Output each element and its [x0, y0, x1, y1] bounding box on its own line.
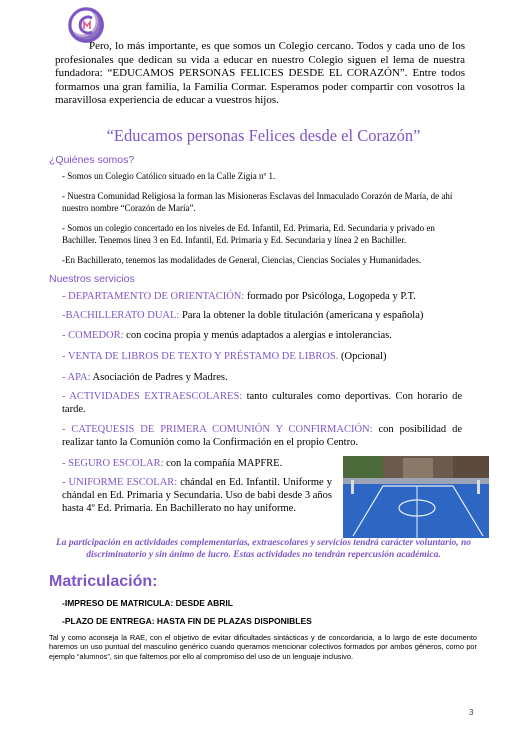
service-key: - VENTA DE LIBROS DE TEXTO Y PRÉSTAMO DE LIBROS. — [62, 351, 339, 362]
page-number: 3 — [469, 708, 474, 717]
about-heading: ¿Quiénes somos? — [49, 154, 135, 166]
enrollment-line-1: -IMPRESO DE MATRICULA: DESDE ABRIL — [62, 598, 233, 608]
about-item-1: - Somos un Colegio Católico situado en la Calle Zigia nº 1. — [62, 171, 276, 181]
participation-note: La participación en actividades complementarias, extraescolares y servicios tendrá carácter voluntario, no discriminatorio y sin ánimo de lucro. Estas actividades no tendrán repercusión académica. — [55, 538, 472, 560]
service-key: - CATEQUESIS DE PRIMERA COMUNIÓN Y CONFIRMACIÓN: — [62, 424, 373, 435]
service-text: con cocina propia y menús adaptados a alergias e intolerancias. — [123, 330, 392, 341]
motto-heading: “Educamos personas Felices desde el Corazón” — [106, 126, 421, 145]
service-books — [62, 350, 462, 363]
service-text: tanto culturales como deportivas. Con horario de tarde. — [62, 391, 462, 415]
service-uniform — [62, 476, 332, 515]
intro-text: Pero, lo más importante, es que somos un Colegio cercano. Todos y cada uno de los profesionales que dedican su vida a educar en nuestro Colegio siguen el lema de nuestra fundadora: “EDUCAMOS PERSONAS FELICES DESDE EL CORAZÓN”. Entre todos formamos una gran familia, la Familia Cormar. Esperamos poder compartir con vosotros la maravillosa experiencia de educar a vuestros hijos. — [55, 40, 465, 107]
service-text: Para la obtener la doble titulación (americana y española) — [179, 310, 424, 321]
service-key: -BACHILLERATO DUAL: — [62, 310, 180, 321]
service-orientation — [62, 290, 462, 303]
service-extracurricular — [62, 390, 462, 416]
about-item-3: - Somos un colegio concertado en los niveles de Ed. Infantil, Ed. Primaria, Ed. Secundaria y privado en Bachiller. Tenemos línea 3 en Ed. Infantil, Ed. Primaria y Ed. Secundaria y línea 2 en Bachiller. — [62, 223, 435, 245]
school-logo-mark — [68, 7, 104, 43]
service-apa — [62, 371, 462, 384]
about-item-2: - Nuestra Comunidad Religiosa la forman las Misioneras Esclavas del Inmaculado Corazón de María, de ahí nuestro nombre “Corazón de María”. — [62, 191, 453, 213]
service-dual — [62, 309, 462, 322]
service-key: - APA: — [62, 372, 91, 383]
service-key: - ACTIVIDADES EXTRAESCOLARES: — [62, 391, 243, 402]
service-text: con la compañía MAPFRE. — [163, 458, 283, 469]
services-heading: Nuestros servicios — [49, 273, 135, 285]
sports-court-photo — [343, 456, 489, 538]
disclaimer-text: Tal y como aconseja la RAE, con el objetivo de evitar dificultades sintácticas y de concordancia, a lo largo de este documento haremos un uso puntual del masculino genérico cuando queramos mencionar colectivos formados por ambos géneros, como por ejemplo “alumnos”, sin que faltemos por ello al compromiso del uso de un lenguaje inclusivo. — [49, 633, 477, 661]
service-key: - DEPARTAMENTO DE ORIENTACIÓN: — [62, 291, 245, 302]
enrollment-line-2: -PLAZO DE ENTREGA: HASTA FIN DE PLAZAS DISPONIBLES — [62, 616, 312, 626]
service-text: con posibilidad de realizar tanto la Comunión como la Confirmación en el propio Centro. — [62, 424, 462, 448]
service-key: - COMEDOR: — [62, 330, 124, 341]
service-text: (Opcional) — [338, 351, 387, 362]
about-item-4: -En Bachillerato, tenemos las modalidades de General, Ciencias, Ciencias Sociales y Humanidades. — [62, 255, 422, 265]
service-text: Asociación de Padres y Madres. — [90, 372, 228, 383]
service-catechesis — [62, 423, 462, 449]
enrollment-heading: Matriculación: — [49, 573, 158, 590]
service-key: - SEGURO ESCOLAR: — [62, 458, 164, 469]
school-logo-icon — [68, 7, 104, 43]
service-text: formado por Psicóloga, Logopeda y P.T. — [244, 291, 416, 302]
intro-paragraph — [55, 40, 465, 108]
service-text: chándal en Ed. Infantil. Uniforme y chándal en Ed. Primaria y Secundaria. Uso de babi desde 3 años hasta 4º Ed. Primaria. En Bachillerato no hay uniforme. — [62, 477, 333, 514]
service-dining — [62, 329, 462, 342]
court-illustration — [343, 456, 489, 538]
service-key: - UNIFORME ESCOLAR: — [62, 477, 178, 488]
